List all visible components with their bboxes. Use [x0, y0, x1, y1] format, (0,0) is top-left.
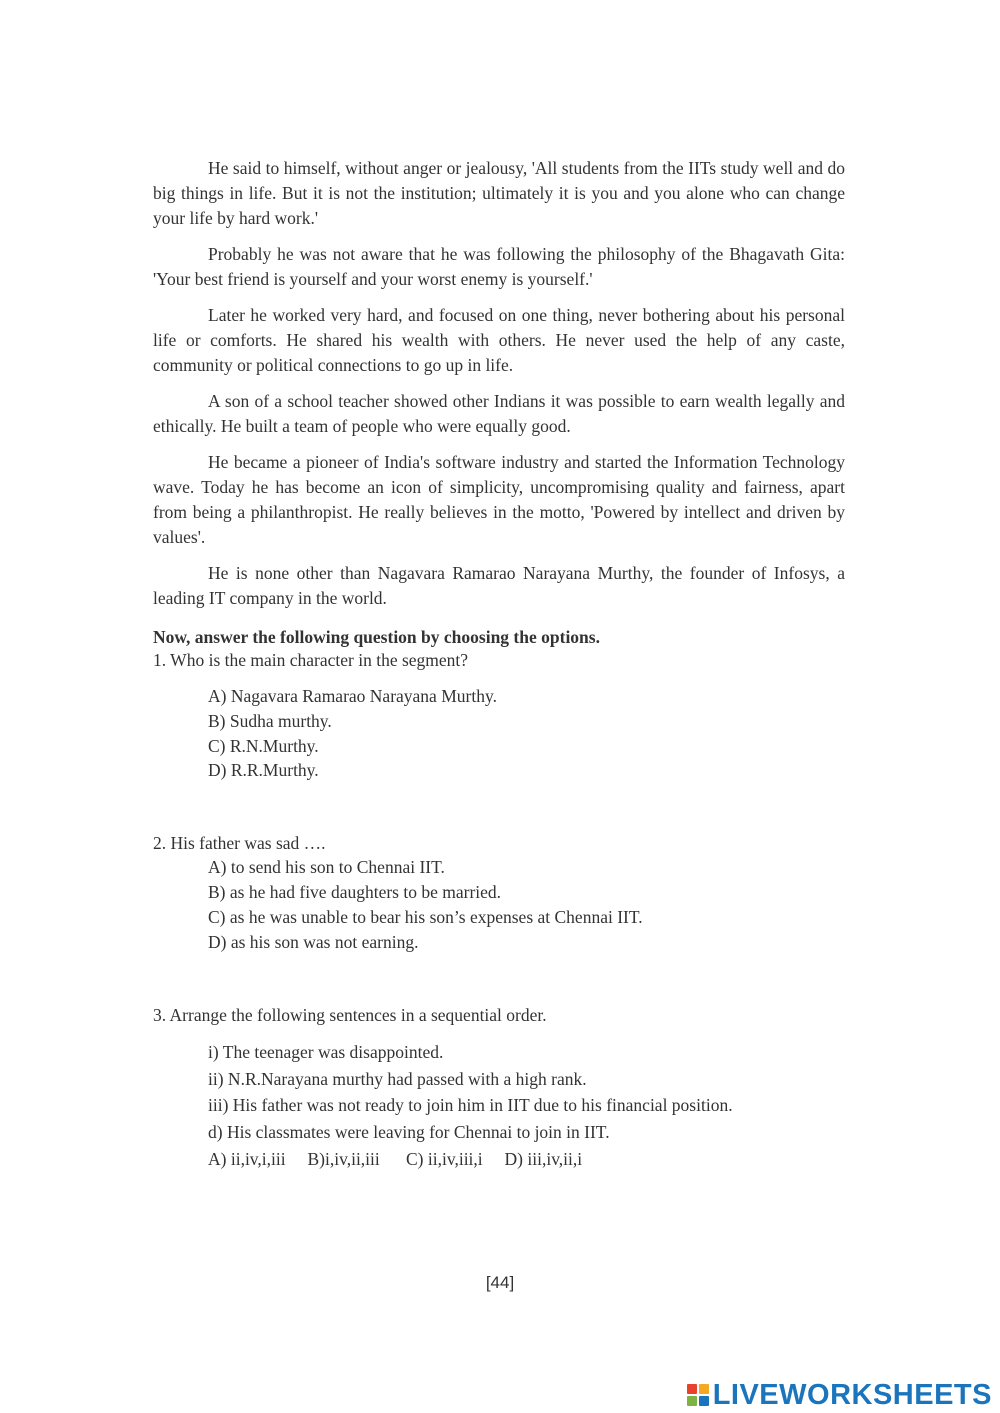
question-1-text: 1. Who is the main character in the segment? — [153, 650, 469, 670]
question-2 — [153, 831, 845, 954]
question-1-option-b[interactable]: B) Sudha murthy. — [208, 710, 332, 731]
paragraph-5: He became a pioneer of India's software industry and started the Information Technology wave. Today he has become an icon of simplicity, uncompromising quality and fairness, apart from being a philanthropist. He really believes in the motto, 'Powered by intellect and driven by values'. — [153, 452, 845, 547]
question-1-option-d[interactable]: D) R.R.Murthy. — [208, 760, 319, 781]
paragraph-4: A son of a school teacher showed other Indians it was possible to earn wealth legally and ethically. He built a team of people who were equally good. — [153, 391, 845, 436]
question-2-option-a[interactable]: A) to send his son to Chennai IIT. — [208, 857, 445, 878]
question-3-sentences — [208, 1039, 845, 1145]
question-3-text: 3. Arrange the following sentences in a sequential order. — [153, 1005, 547, 1026]
logo-square-green — [687, 1396, 697, 1406]
question-2-option-d[interactable]: D) as his son was not earning. — [208, 931, 419, 952]
worksheet-page — [153, 156, 845, 1172]
paragraph-3: Later he worked very hard, and focused on one thing, never bothering about his personal life or comforts. He shared his wealth with others. He never used the help of any caste, community or political connections to go up in life. — [153, 305, 845, 375]
page-number: [44] — [485, 1273, 515, 1292]
question-3 — [153, 1003, 845, 1172]
question-3-answer-choices[interactable]: A) ii,iv,i,iii B)i,iv,ii,iii C) ii,iv,iii,i D) iii,iv,ii,i — [208, 1149, 583, 1170]
question-3-sentence-i: i) The teenager was disappointed. — [208, 1042, 444, 1063]
liveworksheets-wordmark: LIVEWORKSHEETS — [712, 1378, 992, 1411]
liveworksheets-logo-icon — [687, 1384, 709, 1406]
paragraph-1: He said to himself, without anger or jealousy, 'All students from the IITs study well and do big things in life. But it is not the institution; ultimately it is you and you alone who can change your life by hard work.' — [153, 158, 845, 228]
question-2-text: 2. His father was sad …. — [153, 833, 326, 854]
liveworksheets-brand — [687, 1380, 992, 1410]
question-2-options — [208, 855, 845, 954]
instruction-heading: Now, answer the following question by choosing the options. — [153, 627, 600, 647]
question-1-option-c[interactable]: C) R.N.Murthy. — [208, 735, 319, 756]
logo-square-red — [687, 1384, 697, 1394]
question-3-sentence-iii: iii) His father was not ready to join him in IIT due to his financial position. — [208, 1095, 733, 1116]
question-1-option-a[interactable]: A) Nagavara Ramarao Narayana Murthy. — [208, 686, 497, 706]
paragraph-6: He is none other than Nagavara Ramarao Narayana Murthy, the founder of Infosys, a leading IT company in the world. — [153, 563, 845, 608]
logo-square-blue — [699, 1396, 709, 1406]
paragraph-2: Probably he was not aware that he was following the philosophy of the Bhagavath Gita: 'Your best friend is yourself and your worst enemy is yourself.' — [153, 244, 845, 289]
logo-square-orange — [699, 1384, 709, 1394]
question-3-sentence-d: d) His classmates were leaving for Chennai to join in IIT. — [208, 1121, 610, 1142]
question-2-option-b[interactable]: B) as he had five daughters to be married. — [208, 881, 502, 902]
question-2-option-c[interactable]: C) as he was unable to bear his son’s expenses at Chennai IIT. — [208, 906, 643, 927]
question-3-sentence-ii: ii) N.R.Narayana murthy had passed with a high rank. — [208, 1068, 587, 1089]
question-1-options — [208, 684, 845, 783]
question-1 — [153, 648, 845, 783]
